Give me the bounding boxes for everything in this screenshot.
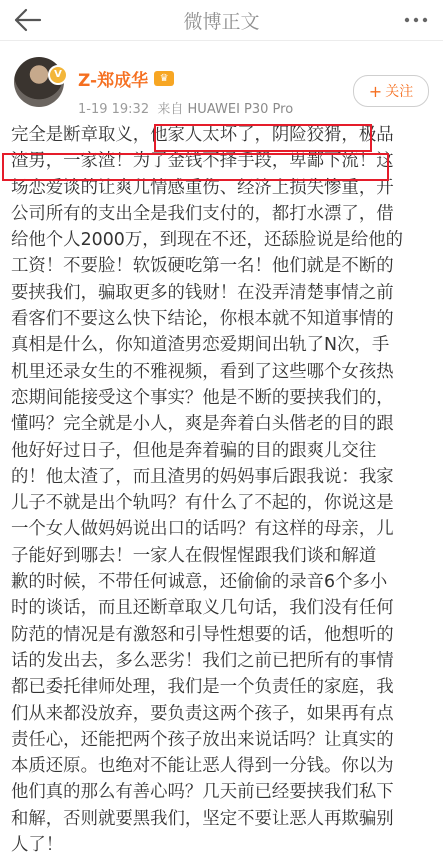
post-line: 人了！ xyxy=(11,835,64,856)
post-line: 机里还录女生的不雅视频，看到了这些哪个女孩热 xyxy=(11,361,394,382)
post-line: 儿子不就是出个轨吗？有什么了不起的，你说这是 xyxy=(11,493,394,514)
post-line: 看客们不要这么快下结论，你根本就不知道事情的 xyxy=(11,309,394,330)
author-name-row xyxy=(78,67,174,89)
post-line: 歉的时候，不带任何诚意，还偷偷的录音6个多小 xyxy=(11,572,388,593)
post-line: 公司所有的支出全是我们支付的，都打水漂了，借 xyxy=(11,203,394,224)
post-line: 的！他太渣了，而且渣男的妈妈事后跟我说：我家 xyxy=(11,466,394,487)
post-line: 话的发出去，多么恶劣！我们之前已把所有的事情 xyxy=(11,650,394,671)
author-header xyxy=(0,40,443,118)
post-line: 他好好过日子，但他是奔着骗的目的跟爽儿交往 xyxy=(11,440,377,461)
source-prefix: 来自 xyxy=(157,102,184,117)
post-device: HUAWEI P30 Pro xyxy=(187,102,294,117)
post-line: 恋期间能接受这个事实？他是不断的要挟我们的， xyxy=(11,387,394,408)
post-line: 完全是断章取义，他家人太坏了，阴险狡猾，极品 xyxy=(11,125,394,145)
post-line: 和解，否则就要黑我们，坚定不要让恶人再欺骗别 xyxy=(11,808,394,829)
post-line: 懂吗？完全就是小人，爽是奔着白头偕老的目的跟 xyxy=(11,414,394,435)
page-title: 微博正文 xyxy=(183,11,260,33)
top-nav-bar xyxy=(0,0,443,41)
post-line: 时的谈话，而且还断章取义几句话，我们没有任何 xyxy=(11,598,394,619)
post-line: 给他个人2000万，到现在不还，还舔脸说是给他的 xyxy=(11,230,404,251)
post-line: 他们真的那么有善心吗？几天前已经要挟我们私下 xyxy=(11,782,394,803)
post-line: 防范的情况是有激怒和引导性想要的话，他想听的 xyxy=(11,624,394,645)
post-line: 场恋爱谈的让爽儿情感重伤、经济上损失惨重，开 xyxy=(11,177,394,198)
post-line: 本质还原。也绝对不能让恶人得到一分钱。你以为 xyxy=(11,756,394,777)
post-meta xyxy=(78,98,293,117)
post-time: 1-19 19:32 xyxy=(78,102,150,117)
more-dots-icon[interactable] xyxy=(403,8,429,32)
post-line: 责任心，还能把两个孩子放出来说话吗？让真实的 xyxy=(11,729,394,750)
post-body xyxy=(11,122,435,858)
verified-badge-icon: V xyxy=(48,65,68,85)
post-line: 子能好到哪去！一家人在假惺惺跟我们谈和解道 xyxy=(11,545,377,566)
follow-label: 关注 xyxy=(385,84,414,100)
post-line: 一个女人做妈妈说出口的话吗？有这样的母亲，儿 xyxy=(11,519,394,540)
post-line: 真相是什么，你知道渣男恋爱期间出轨了N次，手 xyxy=(11,335,390,356)
post-line: 渣男，一家渣！为了金钱不择手段，卑鄙下流！这 xyxy=(11,151,394,172)
post-line: 们从来都没放弃，要负责这两个孩子，如果再有点 xyxy=(11,703,394,724)
follow-button[interactable] xyxy=(353,75,429,107)
highlight-box-2 xyxy=(2,153,389,181)
vip-crown-icon: ♛ xyxy=(154,71,174,86)
post-line: 都已委托律师处理，我们是一个负责任的家庭，我 xyxy=(11,677,394,698)
post-line: 工资！不要脸！软饭硬吃第一名！他们就是不断的 xyxy=(11,256,394,277)
highlight-box-1 xyxy=(154,124,372,152)
post-line: 要挟我们，骗取更多的钱财！在没弄清楚事情之前 xyxy=(11,282,394,303)
author-name[interactable]: Z-郑成华 xyxy=(78,70,149,91)
plus-icon: + xyxy=(368,81,383,101)
